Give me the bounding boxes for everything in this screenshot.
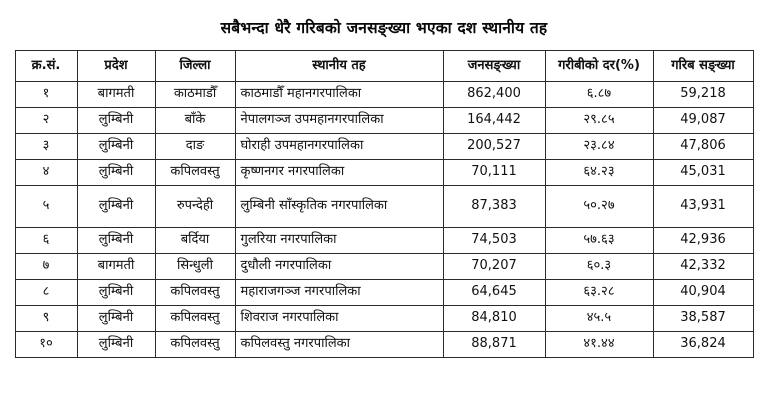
cell-poor-count: 43,931 xyxy=(653,185,753,227)
cell-local-level: कपिलवस्तु नगरपालिका xyxy=(235,331,443,357)
table-row xyxy=(15,133,753,159)
cell-poverty-rate: ५०.२७ xyxy=(545,185,653,227)
cell-poverty-rate: २३.८४ xyxy=(545,133,653,159)
cell-population: 200,527 xyxy=(443,133,545,159)
table-row xyxy=(15,331,753,357)
cell-serial: ६ xyxy=(15,227,77,253)
cell-poor-count: 45,031 xyxy=(653,159,753,185)
cell-local-level: नेपालगञ्ज उपमहानगरपालिका xyxy=(235,107,443,133)
table-row xyxy=(15,279,753,305)
cell-district: कपिलवस्तु xyxy=(155,279,235,305)
cell-poverty-rate: ६३.२८ xyxy=(545,279,653,305)
cell-poor-count: 40,904 xyxy=(653,279,753,305)
cell-local-level: काठमाडौँ महानगरपालिका xyxy=(235,81,443,107)
cell-poverty-rate: २९.८५ xyxy=(545,107,653,133)
column-header-district: जिल्ला xyxy=(155,51,235,82)
cell-local-level: दुधौली नगरपालिका xyxy=(235,253,443,279)
cell-poverty-rate: ६.८७ xyxy=(545,81,653,107)
table-row xyxy=(15,81,753,107)
table-header xyxy=(15,51,753,82)
table-body xyxy=(15,81,753,357)
table-row xyxy=(15,253,753,279)
cell-local-level: शिवराज नगरपालिका xyxy=(235,305,443,331)
table-row xyxy=(15,185,753,227)
cell-province: लुम्बिनी xyxy=(77,331,155,357)
poverty-table xyxy=(15,50,754,358)
cell-district: सिन्धुली xyxy=(155,253,235,279)
cell-poor-count: 49,087 xyxy=(653,107,753,133)
cell-poor-count: 42,332 xyxy=(653,253,753,279)
cell-poverty-rate: ५७.६३ xyxy=(545,227,653,253)
cell-province: लुम्बिनी xyxy=(77,305,155,331)
column-header-serial: क्र.सं. xyxy=(15,51,77,82)
cell-province: लुम्बिनी xyxy=(77,107,155,133)
cell-district: कपिलवस्तु xyxy=(155,331,235,357)
cell-local-level: कृष्णनगर नगरपालिका xyxy=(235,159,443,185)
cell-province: लुम्बिनी xyxy=(77,279,155,305)
cell-population: 74,503 xyxy=(443,227,545,253)
cell-serial: ८ xyxy=(15,279,77,305)
cell-district: बर्दिया xyxy=(155,227,235,253)
column-header-local-level: स्थानीय तह xyxy=(235,51,443,82)
cell-province: बागमती xyxy=(77,81,155,107)
column-header-population: जनसङ्ख्या xyxy=(443,51,545,82)
cell-district: रुपन्देही xyxy=(155,185,235,227)
cell-district: कपिलवस्तु xyxy=(155,159,235,185)
table-row xyxy=(15,107,753,133)
cell-province: लुम्बिनी xyxy=(77,159,155,185)
table-row xyxy=(15,305,753,331)
cell-poverty-rate: ४५.५ xyxy=(545,305,653,331)
cell-serial: १० xyxy=(15,331,77,357)
cell-local-level: महाराजगञ्ज नगरपालिका xyxy=(235,279,443,305)
cell-population: 70,111 xyxy=(443,159,545,185)
column-header-province: प्रदेश xyxy=(77,51,155,82)
cell-population: 88,871 xyxy=(443,331,545,357)
cell-serial: ३ xyxy=(15,133,77,159)
table-row xyxy=(15,227,753,253)
column-header-poverty-rate: गरीबीको दर(%) xyxy=(545,51,653,82)
page-title: सबैभन्दा धेरै गरिबको जनसङ्ख्या भएका दश स्थानीय तह xyxy=(220,19,548,37)
cell-district: काठमाडौँ xyxy=(155,81,235,107)
cell-province: लुम्बिनी xyxy=(77,133,155,159)
cell-province: लुम्बिनी xyxy=(77,227,155,253)
cell-serial: ७ xyxy=(15,253,77,279)
cell-poverty-rate: ६०.३ xyxy=(545,253,653,279)
cell-population: 862,400 xyxy=(443,81,545,107)
column-header-poor-count: गरिब सङ्ख्या xyxy=(653,51,753,82)
cell-population: 87,383 xyxy=(443,185,545,227)
cell-serial: २ xyxy=(15,107,77,133)
cell-serial: ४ xyxy=(15,159,77,185)
cell-local-level: घोराही उपमहानगरपालिका xyxy=(235,133,443,159)
cell-province: बागमती xyxy=(77,253,155,279)
table-row xyxy=(15,159,753,185)
cell-local-level: गुलरिया नगरपालिका xyxy=(235,227,443,253)
cell-district: बाँके xyxy=(155,107,235,133)
cell-poverty-rate: ६४.२३ xyxy=(545,159,653,185)
cell-serial: ९ xyxy=(15,305,77,331)
cell-poor-count: 42,936 xyxy=(653,227,753,253)
cell-poverty-rate: ४१.४४ xyxy=(545,331,653,357)
cell-local-level: लुम्बिनी साँस्कृतिक नगरपालिका xyxy=(235,185,443,227)
cell-population: 70,207 xyxy=(443,253,545,279)
cell-serial: १ xyxy=(15,81,77,107)
cell-population: 84,810 xyxy=(443,305,545,331)
cell-poor-count: 38,587 xyxy=(653,305,753,331)
cell-district: कपिलवस्तु xyxy=(155,305,235,331)
cell-province: लुम्बिनी xyxy=(77,185,155,227)
cell-poor-count: 36,824 xyxy=(653,331,753,357)
cell-population: 64,645 xyxy=(443,279,545,305)
table-header-row xyxy=(15,51,753,82)
cell-poor-count: 59,218 xyxy=(653,81,753,107)
cell-district: दाङ xyxy=(155,133,235,159)
cell-population: 164,442 xyxy=(443,107,545,133)
cell-poor-count: 47,806 xyxy=(653,133,753,159)
cell-serial: ५ xyxy=(15,185,77,227)
